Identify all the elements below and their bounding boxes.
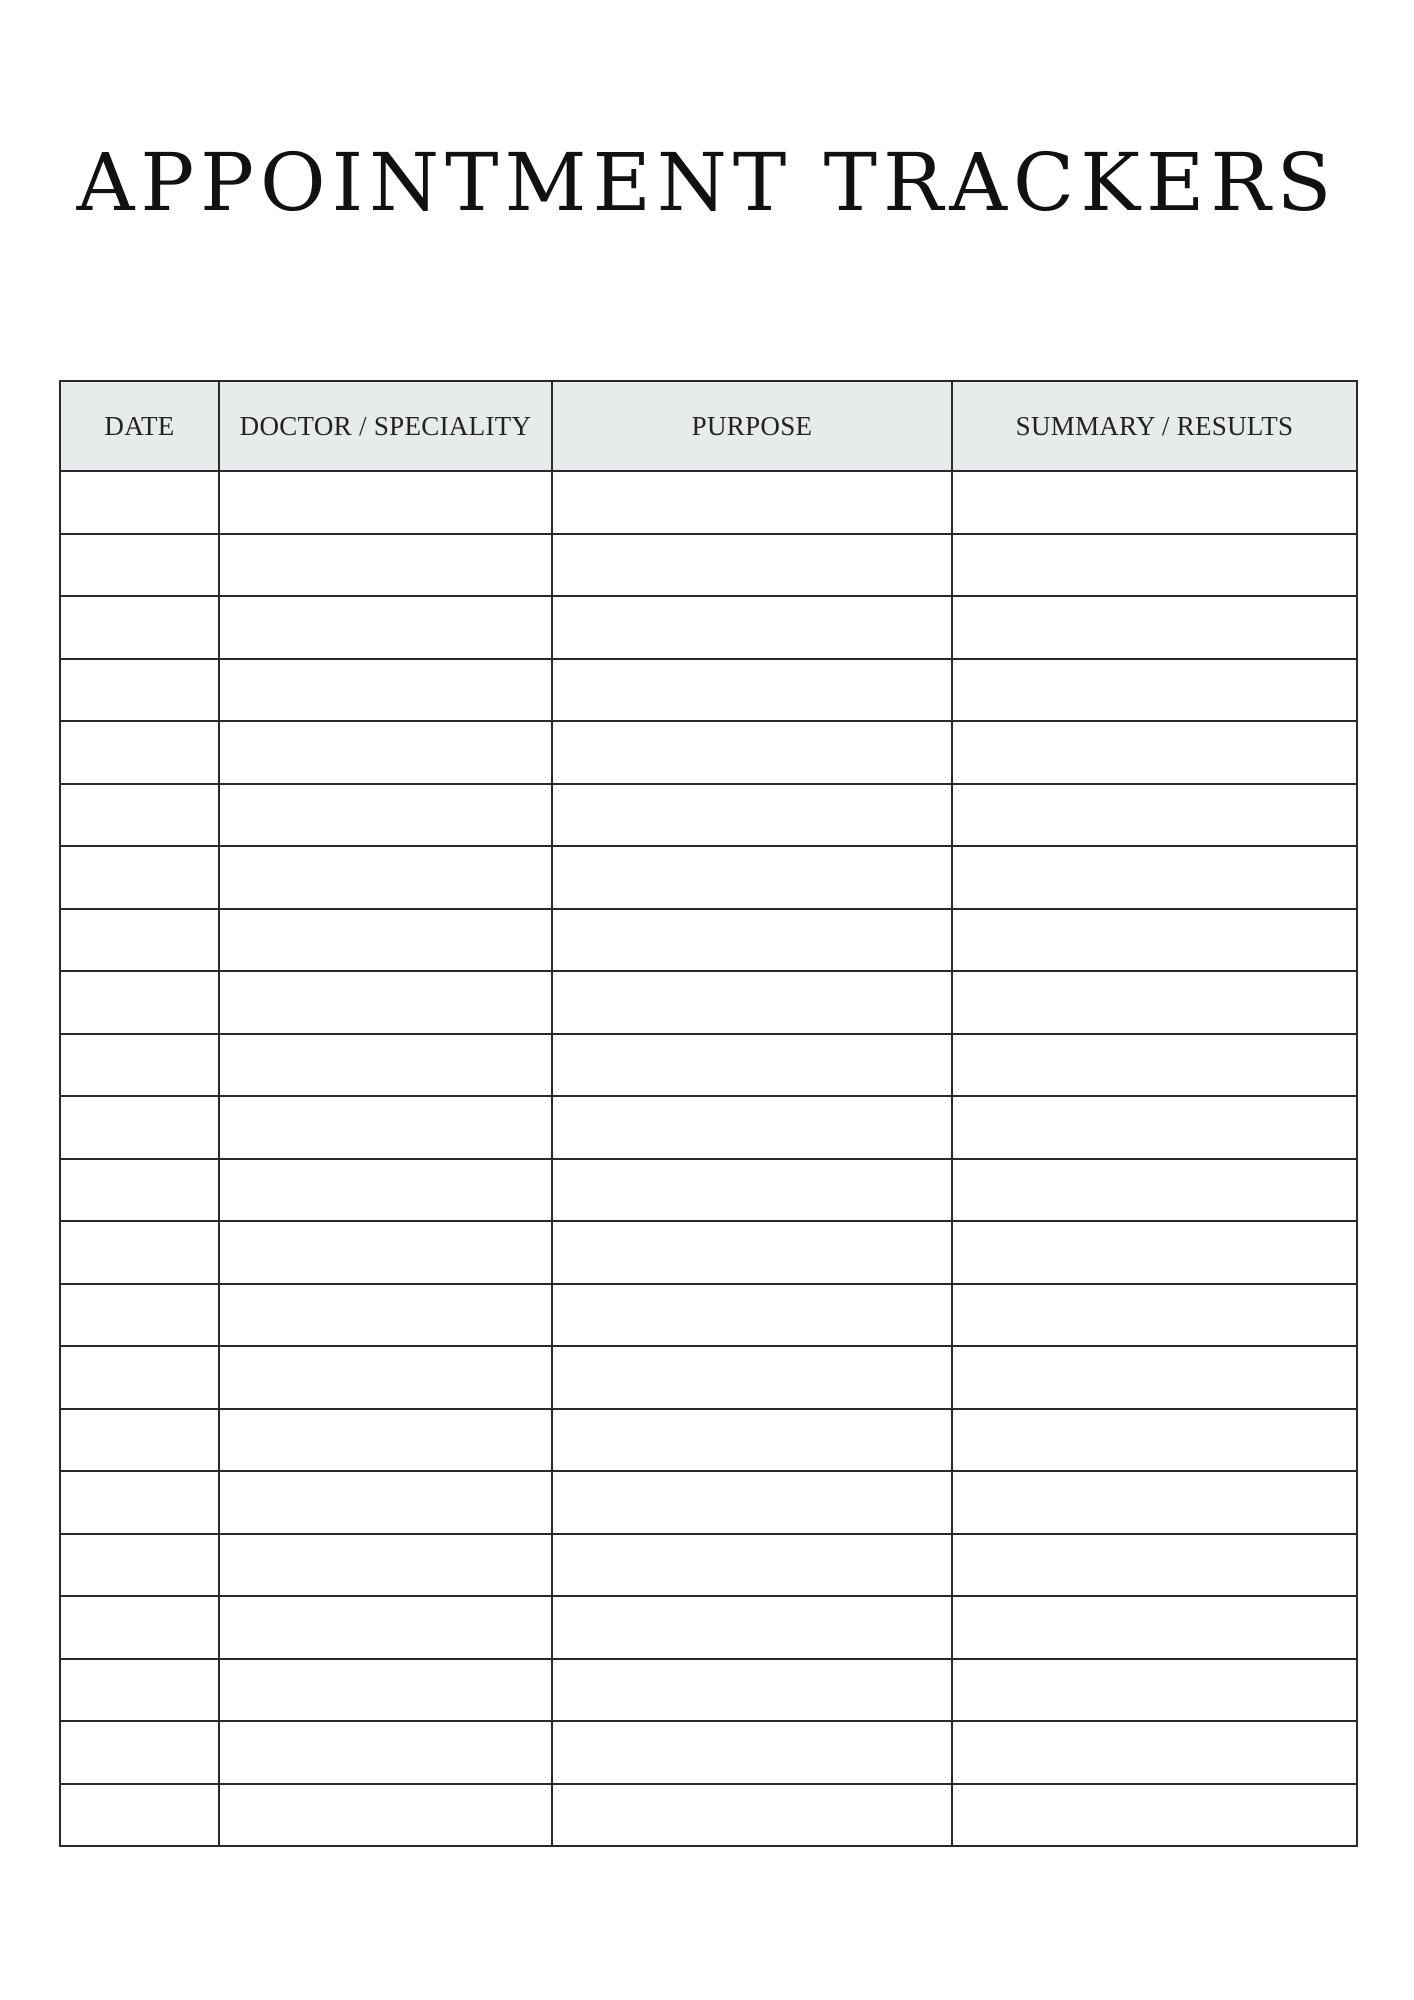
purpose-cell[interactable] (552, 1159, 952, 1222)
summary-results-cell[interactable] (952, 1346, 1357, 1409)
summary-results-cell[interactable] (952, 909, 1357, 972)
table-row (60, 1534, 1357, 1597)
summary-results-cell[interactable] (952, 1096, 1357, 1159)
purpose-cell[interactable] (552, 846, 952, 909)
page-title: APPOINTMENT TRACKERS (76, 136, 1338, 229)
date-cell[interactable] (60, 1784, 219, 1847)
table-row (60, 596, 1357, 659)
summary-results-cell[interactable] (952, 971, 1357, 1034)
date-cell[interactable] (60, 1596, 219, 1659)
doctor-speciality-cell[interactable] (219, 971, 552, 1034)
purpose-cell[interactable] (552, 721, 952, 784)
purpose-cell[interactable] (552, 1034, 952, 1097)
purpose-cell[interactable] (552, 1721, 952, 1784)
purpose-cell[interactable] (552, 784, 952, 847)
purpose-cell[interactable] (552, 1534, 952, 1597)
table-row (60, 471, 1357, 534)
date-cell[interactable] (60, 1096, 219, 1159)
date-cell[interactable] (60, 1346, 219, 1409)
date-cell[interactable] (60, 1284, 219, 1347)
column-header-purpose: PURPOSE (552, 381, 952, 471)
doctor-speciality-cell[interactable] (219, 1596, 552, 1659)
date-cell[interactable] (60, 471, 219, 534)
purpose-cell[interactable] (552, 1409, 952, 1472)
purpose-cell[interactable] (552, 659, 952, 722)
date-cell[interactable] (60, 784, 219, 847)
doctor-speciality-cell[interactable] (219, 1284, 552, 1347)
purpose-cell[interactable] (552, 1596, 952, 1659)
table-row (60, 846, 1357, 909)
date-cell[interactable] (60, 1159, 219, 1222)
summary-results-cell[interactable] (952, 534, 1357, 597)
table-row (60, 1096, 1357, 1159)
table-row (60, 1284, 1357, 1347)
doctor-speciality-cell[interactable] (219, 659, 552, 722)
summary-results-cell[interactable] (952, 1534, 1357, 1597)
doctor-speciality-cell[interactable] (219, 471, 552, 534)
table-row (60, 1221, 1357, 1284)
summary-results-cell[interactable] (952, 1159, 1357, 1222)
date-cell[interactable] (60, 721, 219, 784)
doctor-speciality-cell[interactable] (219, 1034, 552, 1097)
table-row (60, 1596, 1357, 1659)
purpose-cell[interactable] (552, 1784, 952, 1847)
summary-results-cell[interactable] (952, 659, 1357, 722)
summary-results-cell[interactable] (952, 471, 1357, 534)
doctor-speciality-cell[interactable] (219, 1721, 552, 1784)
date-cell[interactable] (60, 1221, 219, 1284)
summary-results-cell[interactable] (952, 1471, 1357, 1534)
date-cell[interactable] (60, 1471, 219, 1534)
table-row (60, 1159, 1357, 1222)
table-row (60, 1784, 1357, 1847)
doctor-speciality-cell[interactable] (219, 846, 552, 909)
doctor-speciality-cell[interactable] (219, 1409, 552, 1472)
purpose-cell[interactable] (552, 1471, 952, 1534)
doctor-speciality-cell[interactable] (219, 1784, 552, 1847)
summary-results-cell[interactable] (952, 784, 1357, 847)
table-row (60, 721, 1357, 784)
summary-results-cell[interactable] (952, 1721, 1357, 1784)
date-cell[interactable] (60, 971, 219, 1034)
summary-results-cell[interactable] (952, 1596, 1357, 1659)
summary-results-cell[interactable] (952, 596, 1357, 659)
date-cell[interactable] (60, 1534, 219, 1597)
table-row (60, 1721, 1357, 1784)
table-row (60, 1346, 1357, 1409)
doctor-speciality-cell[interactable] (219, 1534, 552, 1597)
doctor-speciality-cell[interactable] (219, 721, 552, 784)
header-row (60, 381, 1357, 471)
date-cell[interactable] (60, 659, 219, 722)
table-row (60, 1471, 1357, 1534)
date-cell[interactable] (60, 1721, 219, 1784)
doctor-speciality-cell[interactable] (219, 1159, 552, 1222)
summary-results-cell[interactable] (952, 1221, 1357, 1284)
purpose-cell[interactable] (552, 1659, 952, 1722)
purpose-cell[interactable] (552, 534, 952, 597)
date-cell[interactable] (60, 534, 219, 597)
column-header-summary-results: SUMMARY / RESULTS (952, 381, 1357, 471)
doctor-speciality-cell[interactable] (219, 1659, 552, 1722)
summary-results-cell[interactable] (952, 1659, 1357, 1722)
table-body (60, 471, 1357, 1846)
purpose-cell[interactable] (552, 1284, 952, 1347)
date-cell[interactable] (60, 846, 219, 909)
doctor-speciality-cell[interactable] (219, 784, 552, 847)
summary-results-cell[interactable] (952, 721, 1357, 784)
purpose-cell[interactable] (552, 1346, 952, 1409)
table-row (60, 1034, 1357, 1097)
doctor-speciality-cell[interactable] (219, 909, 552, 972)
table-row (60, 1409, 1357, 1472)
table-row (60, 534, 1357, 597)
summary-results-cell[interactable] (952, 1034, 1357, 1097)
summary-results-cell[interactable] (952, 1284, 1357, 1347)
date-cell[interactable] (60, 596, 219, 659)
table-row (60, 971, 1357, 1034)
purpose-cell[interactable] (552, 471, 952, 534)
doctor-speciality-cell[interactable] (219, 534, 552, 597)
summary-results-cell[interactable] (952, 1784, 1357, 1847)
summary-results-cell[interactable] (952, 1409, 1357, 1472)
table-row (60, 1659, 1357, 1722)
date-cell[interactable] (60, 1034, 219, 1097)
purpose-cell[interactable] (552, 596, 952, 659)
purpose-cell[interactable] (552, 971, 952, 1034)
table-row (60, 909, 1357, 972)
purpose-cell[interactable] (552, 909, 952, 972)
appointment-table (59, 380, 1358, 1847)
doctor-speciality-cell[interactable] (219, 1346, 552, 1409)
date-cell[interactable] (60, 1659, 219, 1722)
table-row (60, 659, 1357, 722)
purpose-cell[interactable] (552, 1096, 952, 1159)
doctor-speciality-cell[interactable] (219, 1221, 552, 1284)
table-header (60, 381, 1357, 471)
column-header-date: DATE (60, 381, 219, 471)
doctor-speciality-cell[interactable] (219, 596, 552, 659)
purpose-cell[interactable] (552, 1221, 952, 1284)
column-header-doctor-speciality: DOCTOR / SPECIALITY (219, 381, 552, 471)
summary-results-cell[interactable] (952, 846, 1357, 909)
date-cell[interactable] (60, 909, 219, 972)
doctor-speciality-cell[interactable] (219, 1096, 552, 1159)
doctor-speciality-cell[interactable] (219, 1471, 552, 1534)
date-cell[interactable] (60, 1409, 219, 1472)
table-row (60, 784, 1357, 847)
